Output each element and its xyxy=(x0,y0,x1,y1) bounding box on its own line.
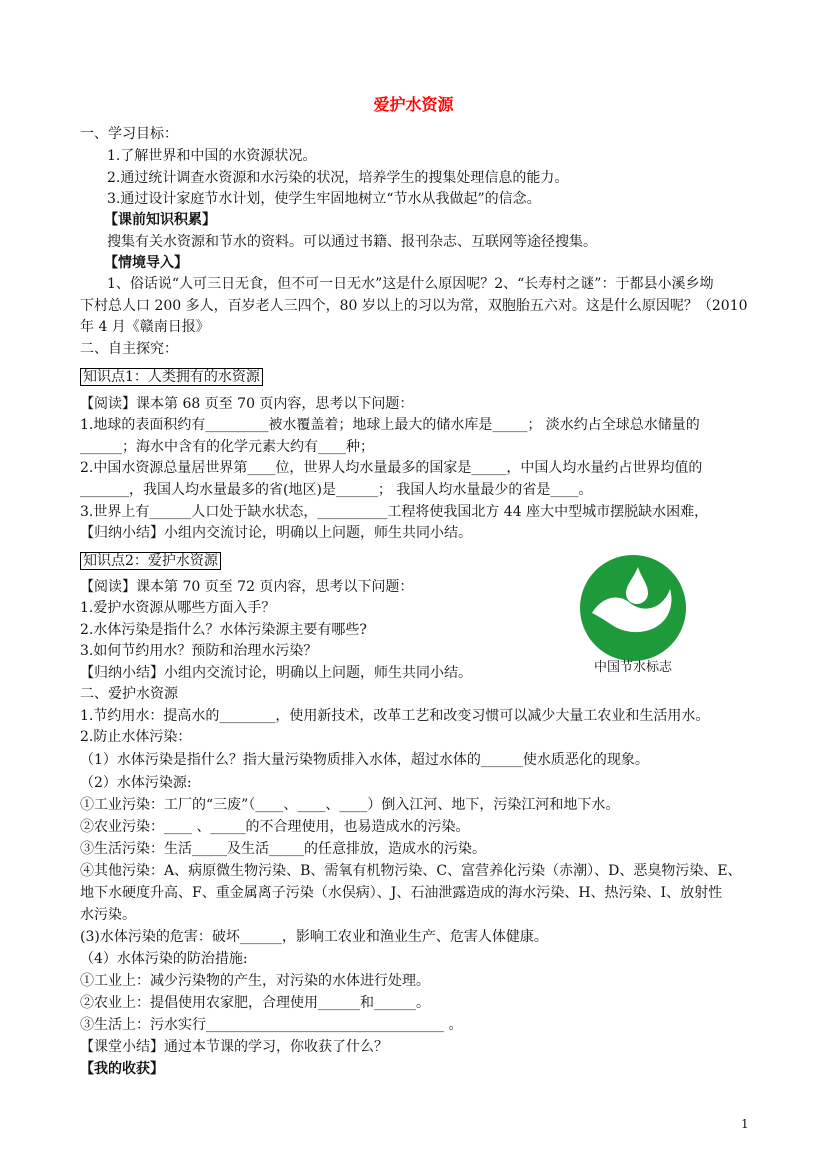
text-line: （1）水体污染是指什么？指大量污染物质排入水体，超过水体的______使水质恶化的现象。 xyxy=(80,752,649,768)
text-line: 2.水体污染是指什么？水体污染源主要有哪些? xyxy=(80,622,367,638)
text-line: 2.通过统计调查水资源和水污染的状况，培养学生的搜集处理信息的能力。 xyxy=(107,170,569,186)
text-line: ③生活污染：生活_____及生活_____的任意排放，造成水的污染。 xyxy=(80,841,486,857)
text-line: ②农业污染：____ 、_____的不合理使用，也易造成水的污染。 xyxy=(80,819,470,835)
page-number: 1 xyxy=(741,1117,749,1131)
text-line: 3.世界上有______人口处于缺水状态，__________工程将使我国北方 44 座大中型城市摆脱缺水困难， xyxy=(80,504,709,520)
text-line: 1、俗话说“人可三日无食，但不可一日无水”这是什么原因呢？2、“长寿村之谜”：于都县小溪乡坳 xyxy=(107,276,714,292)
subsection-heading: 【我的收获】 xyxy=(80,1061,164,1077)
text-line: _______，我国人均水量最多的省(地区)是______； 我国人均水量最少的省是____。 xyxy=(80,482,593,498)
text-line: 搜集有关水资源和节水的资料。可以通过书籍、报刊杂志、互联网等途径搜集。 xyxy=(107,234,597,250)
text-line: ②农业上：提倡使用农家肥，合理使用______和______。 xyxy=(80,995,430,1011)
text-line: 【阅读】课本第 70 页至 72 页内容，思考以下问题： xyxy=(80,579,414,595)
text-line: （4）水体污染的防治措施: xyxy=(80,951,248,967)
text-line: ______；海水中含有的化学元素大约有____种； xyxy=(80,439,374,455)
text-line: 1.地球的表面积约有_________被水覆盖着；地球上最大的储水库是_____； 淡水约占全球总水储量的 xyxy=(80,417,700,433)
text-line: 3.通过设计家庭节水计划，使学生牢固地树立“节水从我做起”的信念。 xyxy=(107,191,541,207)
text-line: 2.防止水体污染： xyxy=(80,729,192,745)
logo-caption: 中国节水标志 xyxy=(593,660,672,675)
text-line: ④其他污染：A、病原微生物污染、B、需氧有机物污染、C、富营养化污染（赤潮）、D、恶臭物污染、E、 xyxy=(80,863,742,879)
text-line: 3.如何节约用水？预防和治理水污染？ xyxy=(80,643,318,659)
section-heading: 一、学习目标： xyxy=(80,126,178,142)
text-line: (3)水体污染的危害：破坏______，影响工农业和渔业生产、危害人体健康。 xyxy=(80,929,548,945)
text-line: 年 4 月《赣南日报》 xyxy=(80,319,210,335)
text-line: 【归纳小结】小组内交流讨论，明确以上问题，师生共同小结。 xyxy=(80,525,472,541)
text-line: 地下水硬度升高、F、重金属离子污染（水俣病）、J、石油泄露造成的海水污染、H、热污染、I、放射性 xyxy=(80,885,723,901)
water-saving-logo-icon xyxy=(578,553,688,663)
text-line: 【阅读】课本第 68 页至 70 页内容，思考以下问题： xyxy=(80,396,414,412)
section-heading: 二、爱护水资源 xyxy=(80,686,178,702)
text-line: （2）水体污染源: xyxy=(80,775,192,791)
knowledge-point-box: 知识点2：爱护水资源 xyxy=(80,551,221,571)
text-line: 【课堂小结】通过本节课的学习，你收获了什么？ xyxy=(80,1039,388,1055)
text-line: ③生活上：污水实行__________________________________ 。 xyxy=(80,1017,463,1033)
text-line: 水污染。 xyxy=(80,907,136,923)
text-line: ①工业上：减少污染物的产生，对污染的水体进行处理。 xyxy=(80,973,430,989)
text-line: 下村总人口 200 多人，百岁老人三四个，80 岁以上的习以为常，双胞胎五六对。这是什么原因呢？（2010 xyxy=(80,298,748,314)
text-line: 1.了解世界和中国的水资源状况。 xyxy=(107,148,317,164)
knowledge-point-box: 知识点1：人类拥有的水资源 xyxy=(80,367,263,387)
page-title: 爱护水资源 xyxy=(373,95,454,114)
section-heading: 二、自主探究： xyxy=(80,341,178,357)
subsection-heading: 【情境导入】 xyxy=(104,255,188,271)
text-line: 【归纳小结】小组内交流讨论，明确以上问题，师生共同小结。 xyxy=(80,665,472,681)
subsection-heading: 【课前知识积累】 xyxy=(104,212,216,228)
text-line: 1.节约用水：提高水的________，使用新技术，改革工艺和改变习惯可以减少大量工农业和生活用水。 xyxy=(80,708,710,724)
text-line: 2.中国水资源总量居世界第____位，世界人均水量最多的国家是_____，中国人均水量约占世界均值的 xyxy=(80,460,703,476)
text-line: ①工业污染：工厂的“三废”（____、____、____）倒入江河、地下，污染江河和地下水。 xyxy=(80,797,620,813)
text-line: 1.爱护水资源从哪些方面入手？ xyxy=(80,600,276,616)
